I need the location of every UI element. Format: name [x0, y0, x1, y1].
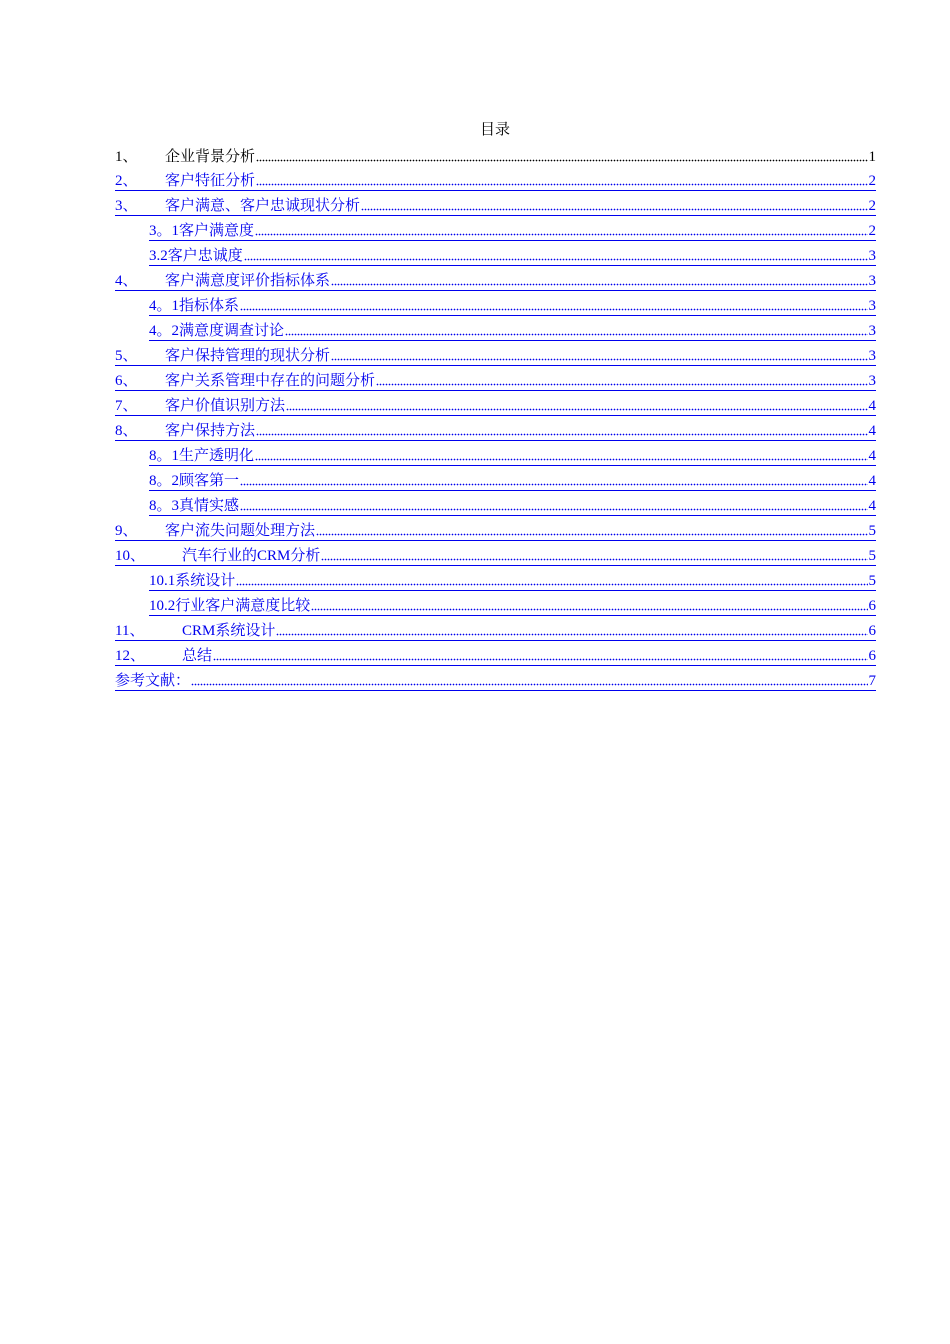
toc-entry-text-group [149, 322, 869, 341]
toc-entry-number: 3。1 [149, 223, 180, 239]
toc-page-number: 4 [868, 473, 876, 489]
toc-page-number: 4 [868, 498, 876, 514]
toc-page-number: 3 [868, 298, 876, 314]
toc-page-number: 3 [868, 323, 876, 339]
toc-entry-title: 客户忠诚度 [167, 248, 243, 264]
toc-entry-title: 客户关系管理中存在的问题分析 [165, 373, 376, 389]
toc-entry-text-group [115, 547, 869, 566]
toc-entry-title: 总结 [182, 648, 213, 664]
toc-entry-title: 客户特征分析 [165, 173, 256, 189]
toc-entry-title: 客户价值识别方法 [165, 398, 286, 414]
toc-entry[interactable] [115, 516, 876, 541]
toc-entry-number: 5、 [115, 348, 138, 364]
toc-entry[interactable] [115, 391, 876, 416]
toc-entry[interactable] [115, 616, 876, 641]
toc-page-number: 6 [868, 648, 876, 664]
toc-entry[interactable] [115, 591, 876, 616]
toc-entry-title: 行业客户满意度比较 [175, 598, 311, 614]
toc-entry[interactable] [115, 191, 876, 216]
toc-entry-number: 4、 [115, 273, 138, 289]
table-of-contents [115, 141, 876, 691]
toc-entry-text-group [149, 572, 869, 591]
toc-entry-number: 3.2 [149, 248, 168, 264]
toc-page-number: 5 [868, 573, 876, 589]
toc-dot-leader [256, 423, 867, 437]
toc-page-number: 4 [868, 448, 876, 464]
toc-entry-text-group [149, 497, 869, 516]
toc-page-number: 2 [868, 223, 876, 239]
toc-entry-text-group [149, 472, 869, 491]
toc-page-number: 3 [868, 373, 876, 389]
toc-entry-number: 10.2 [149, 598, 176, 614]
toc-entry-text-group [115, 272, 869, 291]
toc-entry-number: 6、 [115, 373, 138, 389]
toc-entry-title: 指标体系 [179, 298, 240, 314]
toc-entry-title: 系统设计 [175, 573, 236, 589]
toc-entry-text-group [115, 522, 869, 541]
toc-entry-text-group [115, 422, 869, 441]
toc-entry-text-group [115, 672, 869, 691]
toc-dot-leader [191, 673, 867, 687]
toc-entry-text-group [149, 297, 869, 316]
toc-entry-title: 满意度调查讨论 [179, 323, 285, 339]
toc-entry[interactable] [115, 166, 876, 191]
toc-entry-text-group [149, 597, 869, 616]
toc-entry[interactable] [115, 366, 876, 391]
toc-dot-leader [240, 298, 867, 312]
toc-entry[interactable] [115, 266, 876, 291]
toc-dot-leader [244, 248, 868, 262]
toc-page-number: 3 [868, 248, 876, 264]
toc-dot-leader [256, 173, 867, 187]
toc-dot-leader [331, 348, 867, 362]
toc-entry-text-group [149, 247, 869, 266]
toc-page-number: 4 [868, 423, 876, 439]
toc-dot-leader [213, 648, 867, 662]
toc-entry-text-group [115, 347, 869, 366]
toc-dot-leader [255, 223, 867, 237]
toc-entry[interactable] [115, 541, 876, 566]
toc-entry-title: 企业背景分析 [165, 149, 256, 165]
toc-page-number: 4 [868, 398, 876, 414]
toc-dot-leader [255, 448, 867, 462]
toc-entry-number: 4。1 [149, 298, 180, 314]
toc-dot-leader [256, 149, 867, 163]
toc-entry-number: 1、 [115, 149, 138, 165]
toc-dot-leader [311, 598, 867, 612]
toc-entry-number: 9、 [115, 523, 138, 539]
toc-entry-number: 11、 [115, 623, 145, 639]
toc-entry-text-group [115, 197, 869, 216]
toc-entry-number: 10、 [115, 548, 146, 564]
toc-entry-number: 2、 [115, 173, 138, 189]
toc-entry-text-group [115, 372, 869, 391]
toc-entry-number: 7、 [115, 398, 138, 414]
toc-title: 目录 [479, 122, 510, 138]
toc-page-number: 7 [868, 673, 876, 689]
toc-entry-number: 8。3 [149, 498, 180, 514]
toc-dot-leader [331, 273, 867, 287]
toc-entry[interactable] [115, 666, 876, 691]
toc-entry-number: 8。2 [149, 473, 180, 489]
toc-entry[interactable] [115, 291, 876, 316]
toc-dot-leader [240, 473, 867, 487]
toc-entry-title: 汽车行业的CRM分析 [182, 548, 321, 564]
toc-entry-title: 客户流失问题处理方法 [165, 523, 316, 539]
toc-page-number: 6 [868, 598, 876, 614]
toc-entry-text-group [149, 222, 869, 241]
toc-entry-title: 生产透明化 [179, 448, 255, 464]
toc-entry-title: 客户满意度评价指标体系 [165, 273, 331, 289]
toc-entry-title: CRM系统设计 [182, 623, 276, 639]
toc-dot-leader [236, 573, 867, 587]
toc-entry-text-group [115, 172, 869, 191]
toc-entry-title: 客户保持管理的现状分析 [165, 348, 331, 364]
toc-dot-leader [361, 198, 867, 212]
toc-entry[interactable] [115, 491, 876, 516]
toc-page-number: 6 [868, 623, 876, 639]
toc-page-number: 5 [868, 548, 876, 564]
toc-dot-leader [286, 398, 867, 412]
toc-entry [115, 141, 876, 166]
toc-entry[interactable] [115, 241, 876, 266]
toc-entry-title: 客户保持方法 [165, 423, 256, 439]
toc-entry-text-group [115, 148, 869, 166]
toc-page-number: 5 [868, 523, 876, 539]
toc-dot-leader [240, 498, 867, 512]
toc-entry-title: 客户满意、客户忠诚现状分析 [165, 198, 361, 214]
toc-page-number: 2 [868, 173, 876, 189]
toc-entry-text-group [149, 447, 869, 466]
toc-entry-title: 参考文献： [115, 673, 191, 689]
toc-entry-title: 顾客第一 [179, 473, 240, 489]
toc-entry[interactable] [115, 566, 876, 591]
toc-page-number: 3 [868, 273, 876, 289]
toc-entry-text-group [115, 397, 869, 416]
toc-entry-number: 8。1 [149, 448, 180, 464]
toc-entry-number: 10.1 [149, 573, 176, 589]
toc-entry[interactable] [115, 341, 876, 366]
toc-entry[interactable] [115, 641, 876, 666]
toc-page-number: 3 [868, 348, 876, 364]
toc-entry-number: 3、 [115, 198, 138, 214]
toc-entry[interactable] [115, 216, 876, 241]
toc-entry-number: 8、 [115, 423, 138, 439]
toc-entry-title: 真情实感 [179, 498, 240, 514]
toc-entry[interactable] [115, 316, 876, 341]
toc-entry[interactable] [115, 441, 876, 466]
toc-dot-leader [285, 323, 867, 337]
toc-entry[interactable] [115, 466, 876, 491]
toc-entry-text-group [115, 622, 869, 641]
toc-entry-title: 客户满意度 [179, 223, 255, 239]
toc-page-number: 1 [868, 149, 876, 165]
toc-dot-leader [316, 523, 867, 537]
toc-dot-leader [321, 548, 867, 562]
toc-entry-number: 12、 [115, 648, 146, 664]
toc-dot-leader [276, 623, 867, 637]
toc-entry[interactable] [115, 416, 876, 441]
toc-page-number: 2 [868, 198, 876, 214]
toc-entry-text-group [115, 647, 869, 666]
toc-dot-leader [376, 373, 867, 387]
toc-entry-number: 4。2 [149, 323, 180, 339]
